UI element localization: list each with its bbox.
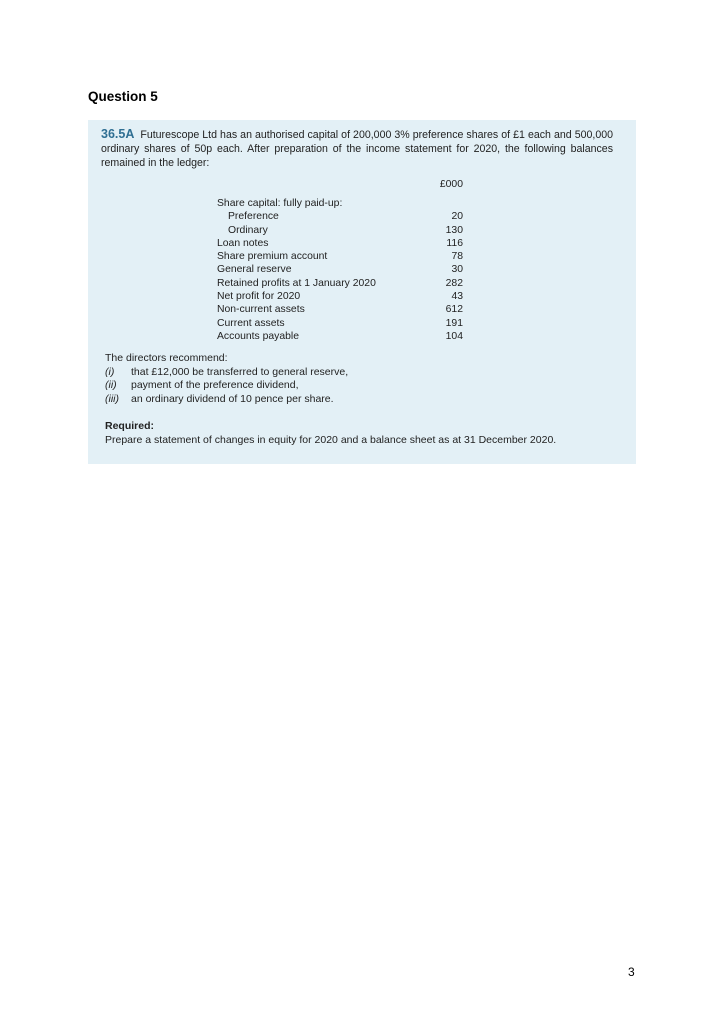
- ledger-label: Share premium account: [217, 251, 328, 263]
- item-marker: (ii): [105, 379, 117, 391]
- item-text: an ordinary dividend of 10 pence per share.: [131, 392, 334, 405]
- item-text: payment of the preference dividend,: [131, 379, 299, 391]
- ledger-value: 43: [451, 291, 463, 303]
- page-number: 3: [628, 965, 635, 979]
- required-section: [105, 420, 625, 447]
- ledger-row: [217, 277, 463, 290]
- ledger-row: [217, 237, 463, 250]
- ledger-label: Share capital: fully paid-up:: [217, 198, 343, 209]
- ledger-row: [217, 317, 463, 330]
- ledger-label: Accounts payable: [217, 330, 300, 342]
- ledger-value: 20: [451, 211, 463, 223]
- ledger-row: [217, 224, 463, 237]
- ledger-balances: [217, 178, 463, 343]
- ledger-value: 612: [445, 304, 463, 316]
- required-heading: Required:: [105, 420, 155, 432]
- ledger-row: [217, 197, 463, 210]
- ledger-label: Net profit for 2020: [217, 291, 301, 303]
- item-marker: (i): [105, 365, 115, 378]
- ledger-value: 116: [446, 237, 463, 249]
- ledger-label: Ordinary: [228, 224, 268, 236]
- ledger-column-header: £000: [439, 179, 463, 190]
- ledger-value: 30: [451, 264, 463, 276]
- exercise-intro: [101, 127, 613, 170]
- item-marker: (iii): [105, 392, 119, 405]
- ledger-label: Current assets: [217, 317, 285, 329]
- ledger-label: Loan notes: [217, 237, 269, 249]
- recommendation-item: [105, 379, 605, 393]
- ledger-row: [217, 263, 463, 276]
- ledger-value: 104: [445, 330, 463, 342]
- recommendation-item: [105, 393, 605, 407]
- exercise-intro-text: Futurescope Ltd has an authorised capital of 200,000 3% preference shares of £1 each and 500,000 ordinary shares of 50p each. After preparation of the income statement for 2020, the following balances remained in the ledger:: [101, 129, 613, 169]
- required-text: Prepare a statement of changes in equity for 2020 and a balance sheet as at 31 December 2020.: [105, 433, 557, 446]
- ledger-label: General reserve: [217, 264, 292, 276]
- directors-recommendations: [105, 352, 605, 406]
- question-title: Question 5: [88, 89, 158, 104]
- recommendation-item: [105, 366, 605, 380]
- item-text: that £12,000 be transferred to general reserve,: [131, 365, 349, 378]
- ledger-row: [217, 330, 463, 343]
- ledger-value: 282: [445, 277, 463, 289]
- ledger-value: 78: [451, 251, 463, 263]
- ledger-row: [217, 250, 463, 263]
- ledger-value: 191: [445, 317, 463, 329]
- ledger-row: [217, 290, 463, 303]
- ledger-row: [217, 303, 463, 316]
- directors-heading: The directors recommend:: [105, 352, 228, 364]
- exercise-box: [88, 120, 636, 464]
- ledger-value: 130: [445, 224, 463, 236]
- ledger-value: [433, 197, 463, 210]
- ledger-label: Preference: [228, 211, 279, 223]
- ledger-label: Non-current assets: [217, 304, 305, 316]
- ledger-label: Retained profits at 1 January 2020: [217, 277, 376, 289]
- exercise-number: 36.5A: [101, 127, 135, 141]
- ledger-row: [217, 210, 463, 223]
